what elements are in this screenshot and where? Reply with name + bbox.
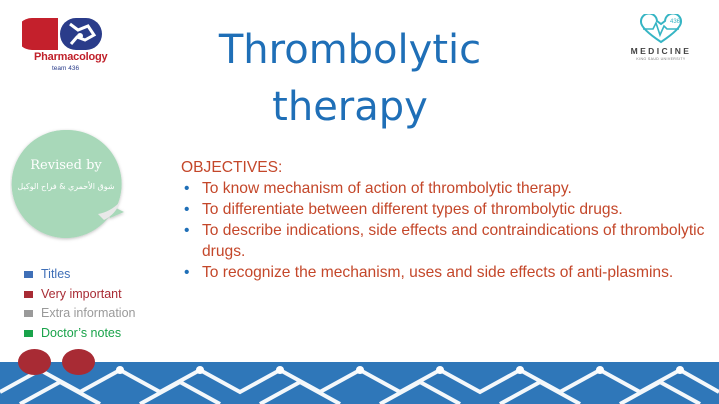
legend-label: Doctor’s notes [41, 325, 122, 340]
pharmacology-brand: Pharmacology [34, 51, 108, 63]
legend-item-doctors-notes [24, 324, 135, 344]
objectives-section [181, 157, 711, 283]
objective-item: • To recognize the mechanism, uses and side effects of anti-plasmins. [181, 262, 711, 283]
page-title [180, 22, 520, 136]
university-name: KING SAUD UNIVERSITY [636, 57, 686, 61]
footer-pattern [0, 362, 719, 404]
objective-item: • To know mechanism of action of thrombolytic therapy. [181, 178, 711, 199]
legend-label: Extra information [41, 306, 136, 320]
color-legend [24, 265, 135, 343]
revised-names: شوق الأحمري & فراح الوكيل [17, 182, 115, 191]
legend-label: Very important [41, 286, 122, 301]
team-label: team 436 [52, 65, 80, 72]
legend-swatch [24, 271, 33, 278]
objectives-heading: OBJECTIVES: [181, 159, 283, 176]
title-line-2: therapy [272, 84, 428, 130]
title-line-1: Thrombolytic [218, 27, 482, 73]
legend-swatch [24, 310, 33, 317]
objective-item: • To describe indications, side effects and contraindications of thrombolytic drugs. [181, 220, 711, 262]
revised-badge [10, 128, 134, 252]
revised-label: Revised by [30, 158, 102, 173]
objectives-list [181, 178, 711, 283]
legend-item-very-important [24, 285, 135, 305]
legend-swatch [24, 330, 33, 337]
pharmacology-logo [22, 14, 112, 84]
legend-swatch [24, 291, 33, 298]
medicine-word: MEDICINE [630, 46, 692, 56]
legend-item-extra-information [24, 304, 135, 324]
legend-item-titles [24, 265, 135, 285]
legend-label: Titles [41, 267, 71, 281]
heart-pulse-icon [638, 14, 684, 44]
medicine-logo [620, 14, 702, 70]
footer-dot-right [62, 349, 95, 375]
objective-item: • To differentiate between different types of thrombolytic drugs. [181, 199, 711, 220]
logo-number: 436 [670, 19, 681, 25]
footer-dot-left [18, 349, 51, 375]
